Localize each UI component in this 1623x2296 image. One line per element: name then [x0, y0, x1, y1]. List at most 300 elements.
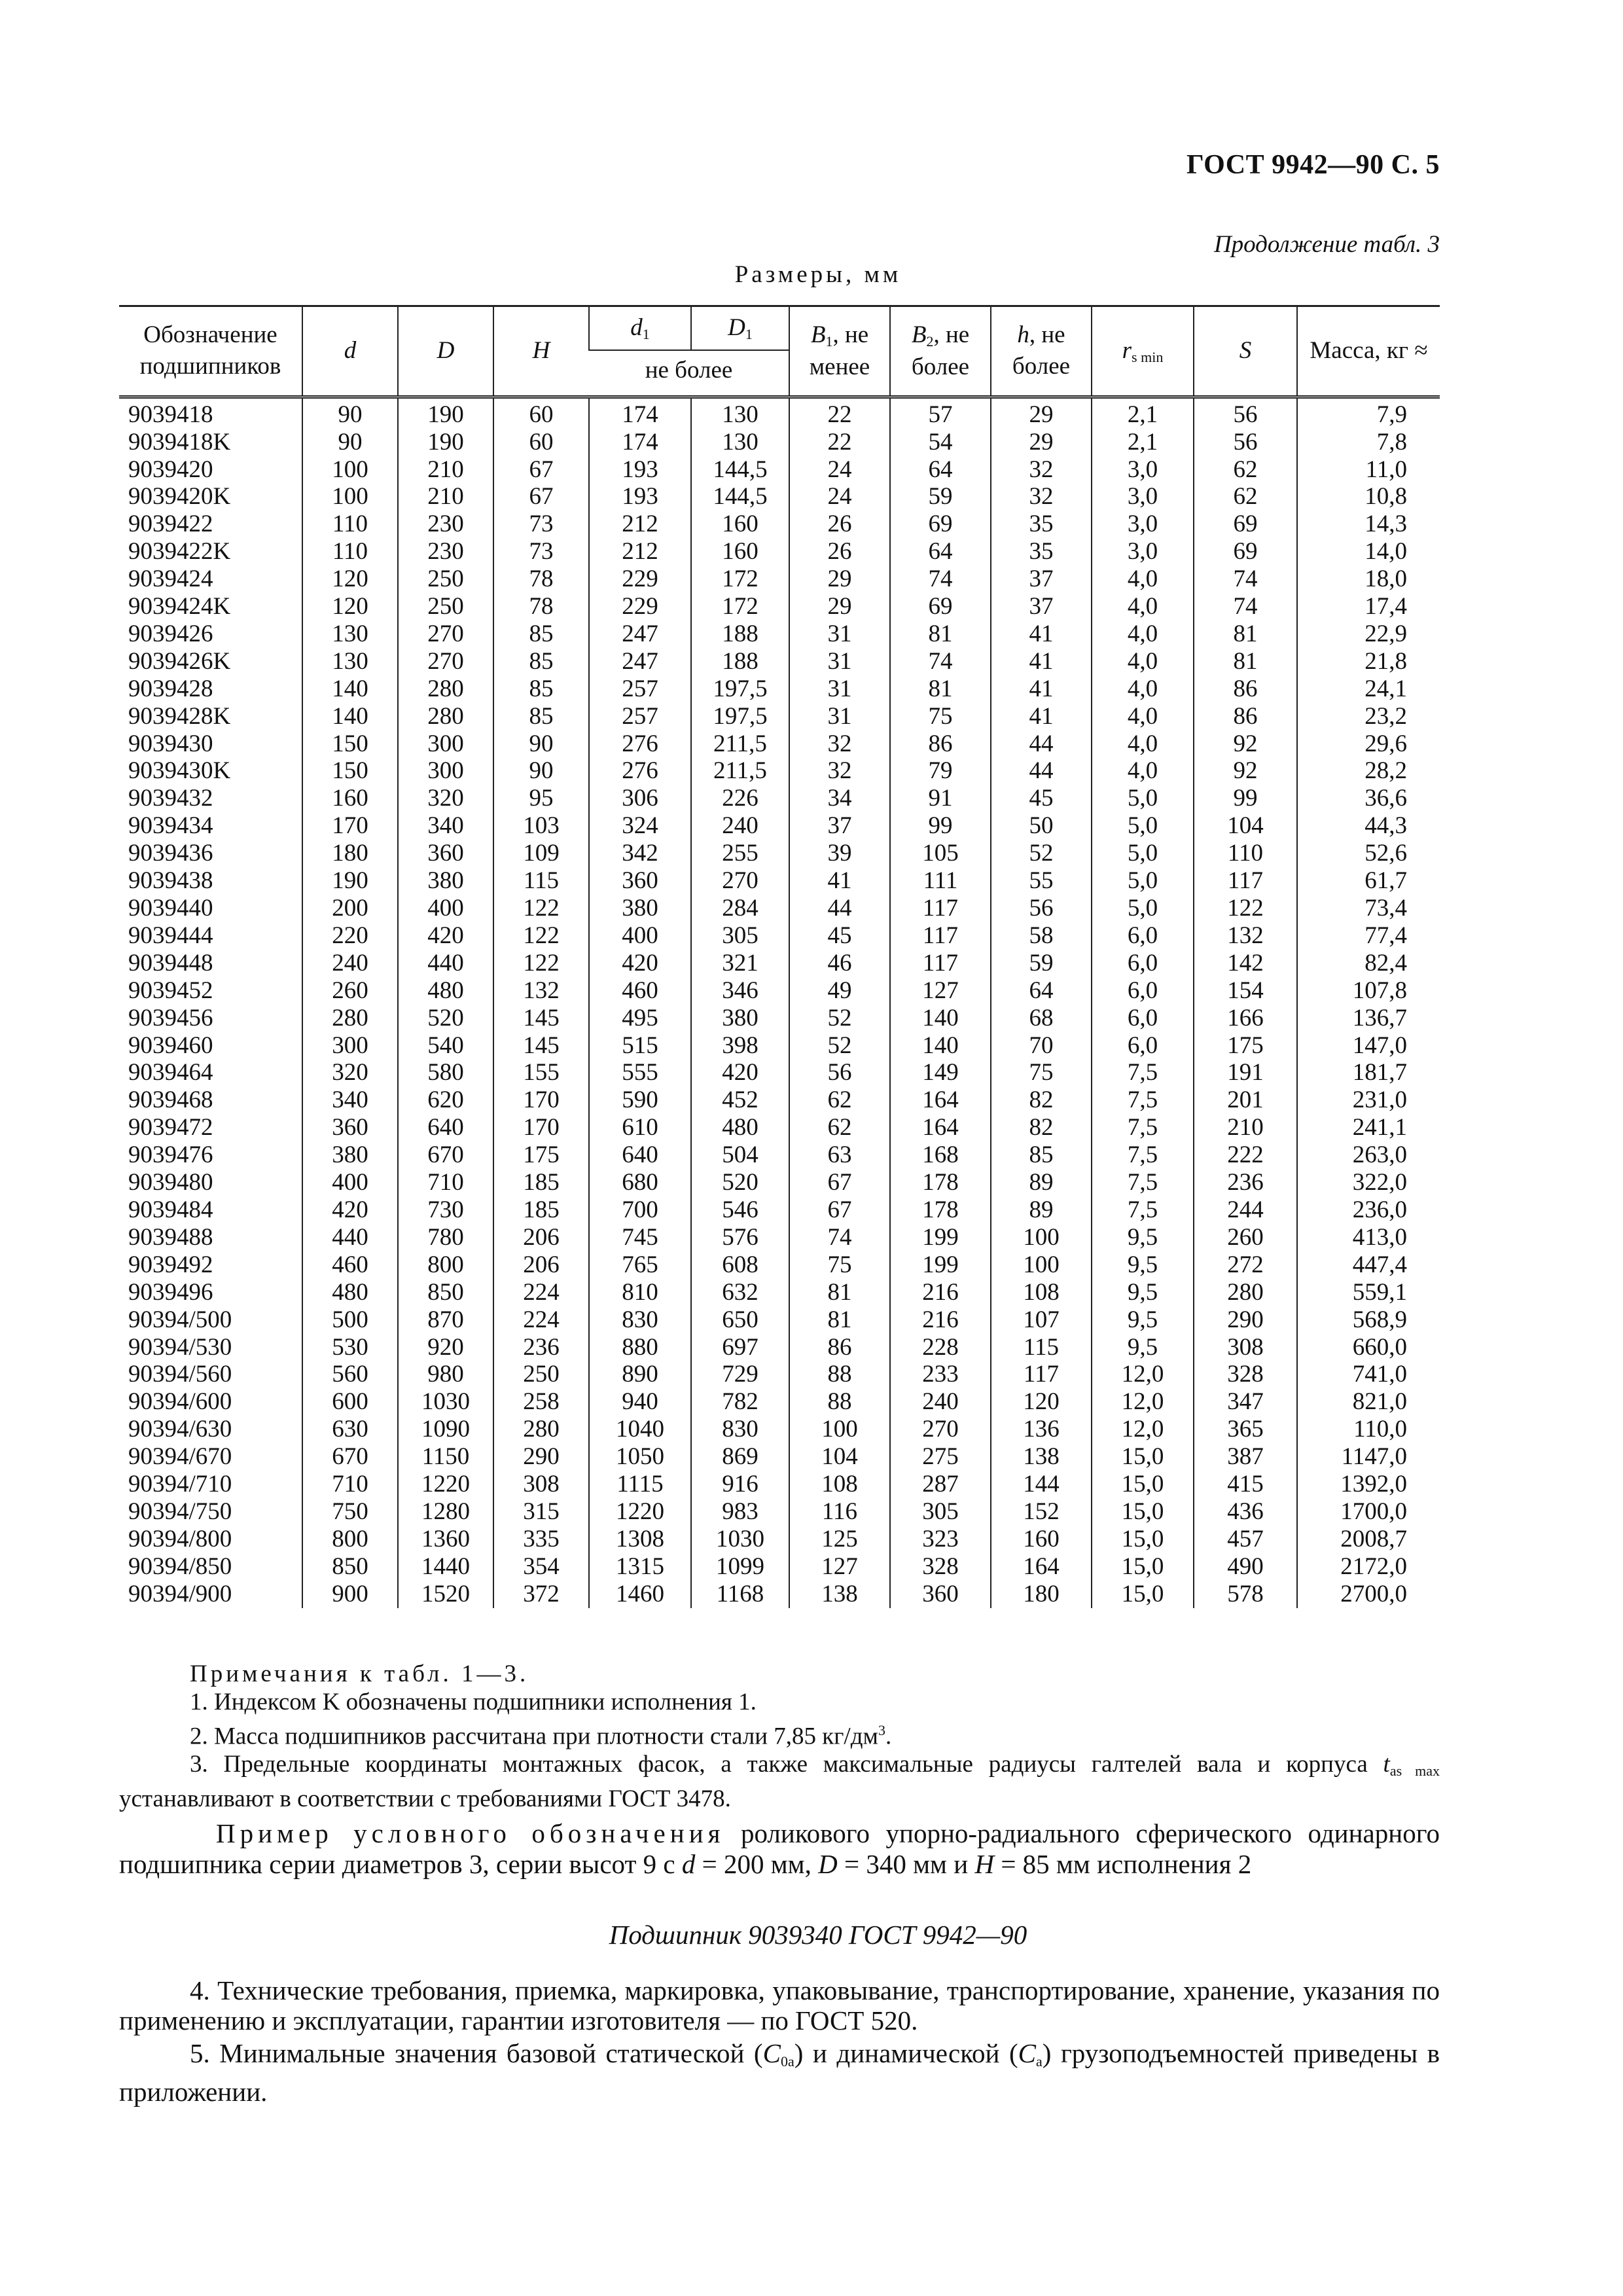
cell-B1: 52 — [789, 1032, 890, 1060]
cell-d1: 1460 — [589, 1581, 691, 1608]
cell-rs-min: 2,1 — [1092, 397, 1194, 428]
table-row — [119, 1306, 1440, 1334]
cell-H: 155 — [493, 1059, 589, 1086]
cell-B1: 26 — [789, 538, 890, 565]
cell-D: 1440 — [398, 1553, 493, 1581]
cell-H: 122 — [493, 922, 589, 950]
cell-designation: 90394/750 — [128, 1498, 232, 1525]
cell-D: 190 — [398, 429, 493, 456]
cell-h: 70 — [991, 1032, 1092, 1060]
cell-rs-min: 5,0 — [1092, 812, 1194, 840]
cell-H: 206 — [493, 1224, 589, 1251]
cell-D1: 160 — [691, 511, 789, 538]
cell-S: 457 — [1194, 1526, 1297, 1553]
cell-D1: 380 — [691, 1005, 789, 1032]
cell-B1: 32 — [789, 730, 890, 758]
cell-H: 132 — [493, 977, 589, 1005]
cell-S: 166 — [1194, 1005, 1297, 1032]
cell-d1: 460 — [589, 977, 691, 1005]
cell-h: 89 — [991, 1169, 1092, 1196]
cell-d: 560 — [302, 1361, 398, 1388]
table-row — [119, 1388, 1440, 1416]
cell-S: 56 — [1194, 429, 1297, 456]
cell-d: 750 — [302, 1498, 398, 1526]
cell-D1: 197,5 — [691, 703, 789, 730]
cell-rs-min: 7,5 — [1092, 1141, 1194, 1169]
cell-designation: 9039428 — [128, 675, 213, 702]
cell-D1: 197,5 — [691, 675, 789, 703]
cell-mass: 11,0 — [1297, 456, 1440, 484]
cell-d1: 940 — [589, 1388, 691, 1416]
clause-5-c0-sub: 0a — [780, 2053, 794, 2070]
clause-5-ca-sub: a — [1036, 2053, 1043, 2070]
cell-designation: 90394/600 — [128, 1388, 232, 1416]
table-header — [119, 306, 1440, 397]
table-row — [119, 1169, 1440, 1196]
cell-h: 115 — [991, 1334, 1092, 1361]
cell-H: 224 — [493, 1306, 589, 1334]
cell-B2: 216 — [890, 1306, 991, 1334]
cell-B1: 24 — [789, 483, 890, 511]
table-row — [119, 483, 1440, 511]
cell-B1: 56 — [789, 1059, 890, 1086]
cell-B1: 81 — [789, 1279, 890, 1306]
cell-d1: 276 — [589, 730, 691, 758]
table-row — [119, 1553, 1440, 1581]
header-D1 — [691, 306, 789, 350]
cell-B2: 228 — [890, 1334, 991, 1361]
cell-designation: 9039480 — [128, 1169, 213, 1196]
cell-designation: 9039460 — [128, 1031, 213, 1059]
cell-h: 108 — [991, 1279, 1092, 1306]
cell-rs-min: 9,5 — [1092, 1279, 1194, 1306]
cell-D: 230 — [398, 511, 493, 538]
cell-d1: 640 — [589, 1141, 691, 1169]
cell-designation: 9039428K — [128, 702, 231, 730]
table-continuation-label: Продолжение табл. 3 — [1213, 231, 1440, 258]
cell-H: 85 — [493, 620, 589, 648]
example-designation: Подшипник 9039340 ГОСТ 9942—90 — [609, 1920, 1027, 1950]
cell-B2: 328 — [890, 1553, 991, 1581]
cell-designation: 90394/710 — [128, 1471, 232, 1498]
cell-H: 122 — [493, 895, 589, 922]
cell-designation: 9039448 — [128, 949, 213, 977]
cell-B2: 140 — [890, 1032, 991, 1060]
cell-rs-min: 4,0 — [1092, 620, 1194, 648]
cell-d: 90 — [302, 397, 398, 428]
table-row — [119, 785, 1440, 812]
cell-D: 730 — [398, 1196, 493, 1224]
cell-rs-min: 9,5 — [1092, 1224, 1194, 1251]
cell-d1: 1220 — [589, 1498, 691, 1526]
cell-S: 490 — [1194, 1553, 1297, 1581]
cell-d: 500 — [302, 1306, 398, 1334]
cell-B1: 52 — [789, 1005, 890, 1032]
cell-D: 300 — [398, 757, 493, 785]
cell-H: 185 — [493, 1169, 589, 1196]
cell-mass: 52,6 — [1297, 840, 1440, 867]
cell-B2: 91 — [890, 785, 991, 812]
cell-h: 152 — [991, 1498, 1092, 1526]
cell-designation: 9039426K — [128, 647, 231, 675]
cell-B1: 116 — [789, 1498, 890, 1526]
cell-h: 37 — [991, 565, 1092, 593]
table-row — [119, 1196, 1440, 1224]
cell-H: 308 — [493, 1471, 589, 1498]
cell-B1: 86 — [789, 1334, 890, 1361]
cell-rs-min: 6,0 — [1092, 950, 1194, 977]
cell-h: 144 — [991, 1471, 1092, 1498]
cell-h: 120 — [991, 1388, 1092, 1416]
table-row — [119, 1114, 1440, 1141]
table-row — [119, 812, 1440, 840]
cell-d1: 400 — [589, 922, 691, 950]
cell-designation: 9039424 — [128, 565, 213, 593]
table-row — [119, 620, 1440, 648]
cell-h: 45 — [991, 785, 1092, 812]
cell-D: 1030 — [398, 1388, 493, 1416]
cell-B2: 140 — [890, 1005, 991, 1032]
cell-D: 1280 — [398, 1498, 493, 1526]
cell-rs-min: 4,0 — [1092, 675, 1194, 703]
cell-h: 41 — [991, 620, 1092, 648]
cell-B1: 104 — [789, 1443, 890, 1471]
header-D1-sym: D — [728, 314, 745, 341]
cell-d1: 880 — [589, 1334, 691, 1361]
cell-H: 73 — [493, 511, 589, 538]
cell-h: 41 — [991, 703, 1092, 730]
cell-h: 56 — [991, 895, 1092, 922]
cell-mass: 181,7 — [1297, 1059, 1440, 1086]
cell-H: 170 — [493, 1114, 589, 1141]
cell-S: 154 — [1194, 977, 1297, 1005]
cell-h: 82 — [991, 1086, 1092, 1114]
example-H: H — [974, 1849, 995, 1879]
cell-D1: 869 — [691, 1443, 789, 1471]
table-row — [119, 1581, 1440, 1608]
header-B2-sym: B — [911, 321, 927, 348]
cell-B2: 81 — [890, 675, 991, 703]
cell-mass: 23,2 — [1297, 703, 1440, 730]
cell-rs-min: 15,0 — [1092, 1553, 1194, 1581]
cell-designation: 9039430K — [128, 757, 231, 785]
cell-B1: 29 — [789, 565, 890, 593]
cell-h: 59 — [991, 950, 1092, 977]
cell-D: 540 — [398, 1032, 493, 1060]
table-row — [119, 1526, 1440, 1553]
cell-H: 145 — [493, 1032, 589, 1060]
cell-H: 60 — [493, 397, 589, 428]
cell-B1: 75 — [789, 1251, 890, 1279]
cell-d1: 1050 — [589, 1443, 691, 1471]
cell-H: 185 — [493, 1196, 589, 1224]
cell-h: 58 — [991, 922, 1092, 950]
cell-rs-min: 15,0 — [1092, 1471, 1194, 1498]
table-row — [119, 950, 1440, 977]
table-row — [119, 730, 1440, 758]
cell-d: 150 — [302, 730, 398, 758]
cell-d: 400 — [302, 1169, 398, 1196]
cell-B1: 32 — [789, 757, 890, 785]
cell-d1: 193 — [589, 483, 691, 511]
cell-h: 29 — [991, 397, 1092, 428]
cell-D: 300 — [398, 730, 493, 758]
cell-mass: 22,9 — [1297, 620, 1440, 648]
cell-d1: 890 — [589, 1361, 691, 1388]
cell-d1: 229 — [589, 565, 691, 593]
cell-B1: 88 — [789, 1361, 890, 1388]
cell-designation: 90394/560 — [128, 1361, 232, 1388]
cell-H: 354 — [493, 1553, 589, 1581]
table-body — [119, 397, 1440, 1607]
header-B2-sub: 2 — [926, 333, 934, 350]
table-row — [119, 1032, 1440, 1060]
cell-designation: 9039492 — [128, 1251, 213, 1278]
cell-D: 920 — [398, 1334, 493, 1361]
cell-D1: 188 — [691, 620, 789, 648]
cell-designation: 9039484 — [128, 1196, 213, 1223]
cell-d1: 276 — [589, 757, 691, 785]
cell-D1: 520 — [691, 1169, 789, 1196]
cell-B2: 305 — [890, 1498, 991, 1526]
cell-D1: 830 — [691, 1416, 789, 1443]
cell-rs-min: 4,0 — [1092, 593, 1194, 620]
cell-D1: 480 — [691, 1114, 789, 1141]
clause-5-a: 5. Минимальные значения базовой статической ( — [190, 2038, 763, 2068]
cell-D1: 782 — [691, 1388, 789, 1416]
table-row — [119, 922, 1440, 950]
cell-h: 138 — [991, 1443, 1092, 1471]
cell-mass: 29,6 — [1297, 730, 1440, 758]
cell-h: 136 — [991, 1416, 1092, 1443]
cell-rs-min: 6,0 — [1092, 1005, 1194, 1032]
cell-S: 436 — [1194, 1498, 1297, 1526]
cell-D1: 697 — [691, 1334, 789, 1361]
cell-h: 35 — [991, 511, 1092, 538]
cell-B1: 67 — [789, 1169, 890, 1196]
header-mass: Масса, кг ≈ — [1297, 306, 1440, 397]
cell-h: 35 — [991, 538, 1092, 565]
cell-rs-min: 5,0 — [1092, 785, 1194, 812]
cell-d: 170 — [302, 812, 398, 840]
cell-B2: 79 — [890, 757, 991, 785]
cell-B2: 164 — [890, 1086, 991, 1114]
cell-designation: 90394/530 — [128, 1333, 232, 1361]
cell-D: 1220 — [398, 1471, 493, 1498]
cell-rs-min: 9,5 — [1092, 1306, 1194, 1334]
cell-d: 120 — [302, 565, 398, 593]
cell-mass: 136,7 — [1297, 1005, 1440, 1032]
cell-D1: 144,5 — [691, 483, 789, 511]
cell-d: 600 — [302, 1388, 398, 1416]
cell-S: 415 — [1194, 1471, 1297, 1498]
cell-D1: 270 — [691, 867, 789, 895]
cell-mass: 17,4 — [1297, 593, 1440, 620]
table-row — [119, 1224, 1440, 1251]
note-3 — [119, 1750, 1440, 1813]
cell-d1: 700 — [589, 1196, 691, 1224]
cell-B2: 233 — [890, 1361, 991, 1388]
cell-mass: 821,0 — [1297, 1388, 1440, 1416]
cell-B2: 69 — [890, 511, 991, 538]
note-2-text: 2. Масса подшипников рассчитана при плотности стали 7,85 кг/дм — [190, 1723, 878, 1750]
cell-D1: 1099 — [691, 1553, 789, 1581]
cell-H: 236 — [493, 1334, 589, 1361]
cell-H: 78 — [493, 565, 589, 593]
cell-B2: 69 — [890, 593, 991, 620]
cell-H: 78 — [493, 593, 589, 620]
cell-S: 222 — [1194, 1141, 1297, 1169]
cell-rs-min: 7,5 — [1092, 1114, 1194, 1141]
cell-D: 440 — [398, 950, 493, 977]
cell-H: 95 — [493, 785, 589, 812]
cell-rs-min: 9,5 — [1092, 1251, 1194, 1279]
cell-S: 365 — [1194, 1416, 1297, 1443]
note-1: 1. Индексом K обозначены подшипники исполнения 1. — [190, 1689, 757, 1715]
cell-D: 190 — [398, 397, 493, 428]
cell-d: 140 — [302, 703, 398, 730]
cell-d1: 590 — [589, 1086, 691, 1114]
cell-D1: 1168 — [691, 1581, 789, 1608]
table-row — [119, 397, 1440, 428]
cell-rs-min: 3,0 — [1092, 456, 1194, 484]
cell-d1: 1315 — [589, 1553, 691, 1581]
cell-B2: 117 — [890, 895, 991, 922]
table-row — [119, 703, 1440, 730]
cell-B2: 64 — [890, 456, 991, 484]
example-p1: роликового упорно-радиального сферического одинарного подшипника серии диаметров 3, серии высот 9 с — [119, 1818, 1440, 1879]
cell-B2: 127 — [890, 977, 991, 1005]
table-row — [119, 1279, 1440, 1306]
cell-B2: 149 — [890, 1059, 991, 1086]
bearings-table — [119, 305, 1440, 1608]
cell-H: 122 — [493, 950, 589, 977]
cell-B1: 31 — [789, 675, 890, 703]
cell-D1: 130 — [691, 397, 789, 428]
cell-d: 200 — [302, 895, 398, 922]
cell-rs-min: 4,0 — [1092, 565, 1194, 593]
cell-h: 32 — [991, 483, 1092, 511]
cell-B1: 31 — [789, 620, 890, 648]
cell-B1: 125 — [789, 1526, 890, 1553]
cell-d1: 680 — [589, 1169, 691, 1196]
cell-D1: 650 — [691, 1306, 789, 1334]
header-rs-min — [1092, 306, 1194, 397]
cell-rs-min: 7,5 — [1092, 1086, 1194, 1114]
cell-B2: 199 — [890, 1251, 991, 1279]
cell-designation: 9039476 — [128, 1141, 213, 1169]
cell-D: 620 — [398, 1086, 493, 1114]
cell-D1: 632 — [691, 1279, 789, 1306]
example-p2: = 200 мм, — [695, 1849, 819, 1879]
cell-S: 272 — [1194, 1251, 1297, 1279]
cell-D1: 226 — [691, 785, 789, 812]
cell-S: 328 — [1194, 1361, 1297, 1388]
header-rs-sub: s min — [1132, 349, 1164, 366]
note-2-end: . — [885, 1723, 892, 1750]
cell-D1: 255 — [691, 840, 789, 867]
cell-H: 315 — [493, 1498, 589, 1526]
cell-rs-min: 9,5 — [1092, 1334, 1194, 1361]
cell-D1: 211,5 — [691, 730, 789, 758]
cell-rs-min: 6,0 — [1092, 977, 1194, 1005]
cell-d1: 306 — [589, 785, 691, 812]
cell-D: 210 — [398, 456, 493, 484]
cell-d1: 830 — [589, 1306, 691, 1334]
header-H: H — [493, 306, 589, 397]
cell-D1: 420 — [691, 1059, 789, 1086]
cell-H: 90 — [493, 730, 589, 758]
cell-rs-min: 15,0 — [1092, 1498, 1194, 1526]
cell-d: 130 — [302, 648, 398, 675]
note-3-sub: as max — [1389, 1763, 1440, 1780]
cell-D1: 1030 — [691, 1526, 789, 1553]
cell-D1: 211,5 — [691, 757, 789, 785]
cell-H: 60 — [493, 429, 589, 456]
cell-d: 130 — [302, 620, 398, 648]
clause-5-ca: C — [1018, 2038, 1037, 2068]
cell-h: 117 — [991, 1361, 1092, 1388]
cell-mass: 447,4 — [1297, 1251, 1440, 1279]
cell-mass: 231,0 — [1297, 1086, 1440, 1114]
cell-d: 320 — [302, 1059, 398, 1086]
cell-S: 244 — [1194, 1196, 1297, 1224]
cell-d1: 380 — [589, 895, 691, 922]
cell-B1: 29 — [789, 593, 890, 620]
cell-d1: 555 — [589, 1059, 691, 1086]
cell-B2: 275 — [890, 1443, 991, 1471]
cell-B2: 111 — [890, 867, 991, 895]
cell-B2: 86 — [890, 730, 991, 758]
cell-mass: 2008,7 — [1297, 1526, 1440, 1553]
clause-5-c0: C — [762, 2038, 781, 2068]
cell-designation: 9039464 — [128, 1059, 213, 1086]
header-h-tail: , не более — [1012, 321, 1071, 380]
cell-H: 224 — [493, 1279, 589, 1306]
cell-H: 67 — [493, 456, 589, 484]
clause-5 — [119, 2038, 1440, 2107]
cell-D1: 608 — [691, 1251, 789, 1279]
cell-mass: 263,0 — [1297, 1141, 1440, 1169]
cell-h: 100 — [991, 1251, 1092, 1279]
cell-S: 347 — [1194, 1388, 1297, 1416]
cell-B1: 138 — [789, 1581, 890, 1608]
example-D: D — [818, 1849, 838, 1879]
cell-H: 250 — [493, 1361, 589, 1388]
cell-D: 380 — [398, 867, 493, 895]
cell-d: 420 — [302, 1196, 398, 1224]
page-header: ГОСТ 9942—90 С. 5 — [1186, 150, 1440, 180]
cell-D1: 398 — [691, 1032, 789, 1060]
cell-B2: 270 — [890, 1416, 991, 1443]
cell-mass: 73,4 — [1297, 895, 1440, 922]
cell-S: 290 — [1194, 1306, 1297, 1334]
cell-D: 1090 — [398, 1416, 493, 1443]
example-d: d — [681, 1849, 696, 1879]
cell-D1: 546 — [691, 1196, 789, 1224]
table-row — [119, 648, 1440, 675]
cell-d1: 174 — [589, 397, 691, 428]
cell-d1: 515 — [589, 1032, 691, 1060]
cell-rs-min: 6,0 — [1092, 922, 1194, 950]
cell-rs-min: 4,0 — [1092, 703, 1194, 730]
cell-S: 191 — [1194, 1059, 1297, 1086]
cell-S: 62 — [1194, 456, 1297, 484]
cell-B2: 59 — [890, 483, 991, 511]
cell-B2: 75 — [890, 703, 991, 730]
cell-designation: 9039488 — [128, 1223, 213, 1251]
notes-section — [119, 1660, 1440, 1813]
